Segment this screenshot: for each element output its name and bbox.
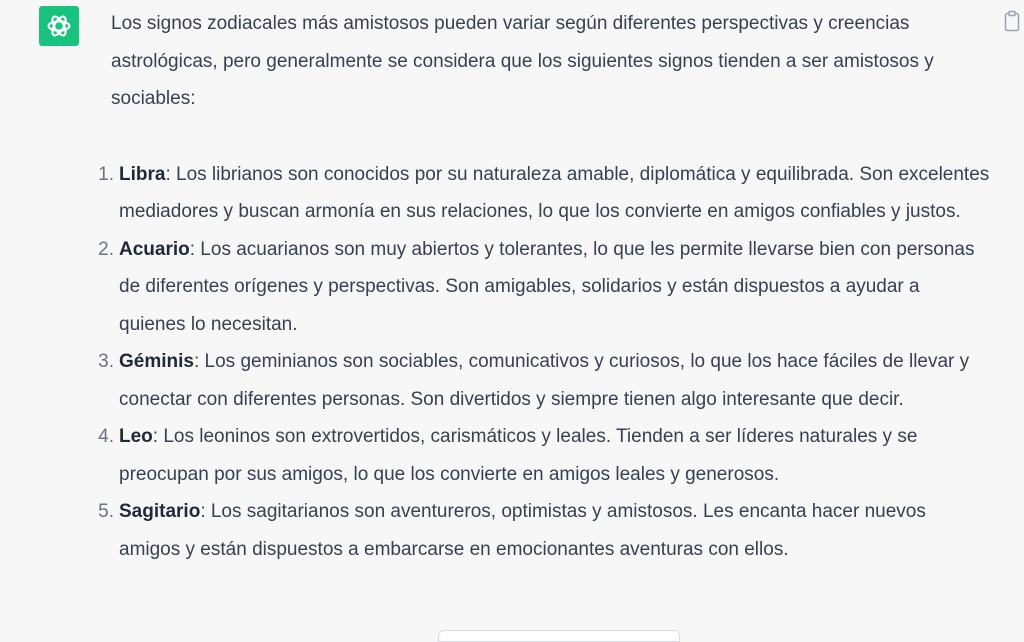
sign-name: Géminis	[119, 351, 194, 372]
list-number: 4.	[98, 426, 114, 447]
list-item	[98, 343, 991, 418]
sign-name: Leo	[119, 426, 153, 447]
clipboard-icon[interactable]	[1004, 10, 1020, 32]
list-number: 1.	[98, 163, 114, 185]
sign-name: Sagitario	[119, 501, 201, 522]
intro-paragraph: Los signos zodiacales más amistosos pueden variar según diferentes perspectivas y creencias astrológicas, pero generalmente se considera que los siguientes signos tienden a ser amistosos y sociables:	[111, 13, 934, 109]
list-item	[98, 231, 991, 344]
list-item	[98, 418, 991, 493]
assistant-avatar	[39, 6, 79, 46]
signs-list	[98, 156, 991, 569]
sign-description: : Los sagitarianos son aventureros, optimistas y amistosos. Les encanta hacer nuevos amigos y están dispuestos a embarcarse en emocionantes aventuras con ellos.	[119, 501, 926, 560]
sign-name: Libra	[119, 163, 166, 185]
list-number: 5.	[98, 501, 114, 522]
list-item	[98, 156, 991, 231]
list-number: 2.	[98, 238, 114, 260]
sign-name: Acuario	[119, 238, 190, 260]
sign-description: : Los acuarianos son muy abiertos y tolerantes, lo que les permite llevarse bien con personas de diferentes orígenes y perspectivas. Son amigables, solidarios y están dispuestos a ayudar a quienes lo necesitan.	[119, 238, 975, 335]
list-item	[98, 493, 991, 568]
regenerate-button-edge[interactable]	[438, 630, 680, 642]
openai-logo-icon	[45, 12, 73, 40]
sign-description: : Los librianos son conocidos por su naturaleza amable, diplomática y equilibrada. Son excelentes mediadores y buscan armonía en sus relaciones, lo que los convierte en amigos confiables y justos.	[119, 163, 990, 222]
message-content	[98, 0, 991, 568]
sign-description: : Los geminianos son sociables, comunicativos y curiosos, lo que los hace fáciles de llevar y conectar con diferentes personas. Son divertidos y siempre tienen algo interesante que decir.	[119, 351, 970, 410]
sign-description: : Los leoninos son extrovertidos, carismáticos y leales. Tienden a ser líderes naturales y se preocupan por sus amigos, lo que los convierte en amigos leales y generosos.	[119, 426, 918, 485]
list-number: 3.	[98, 351, 114, 372]
